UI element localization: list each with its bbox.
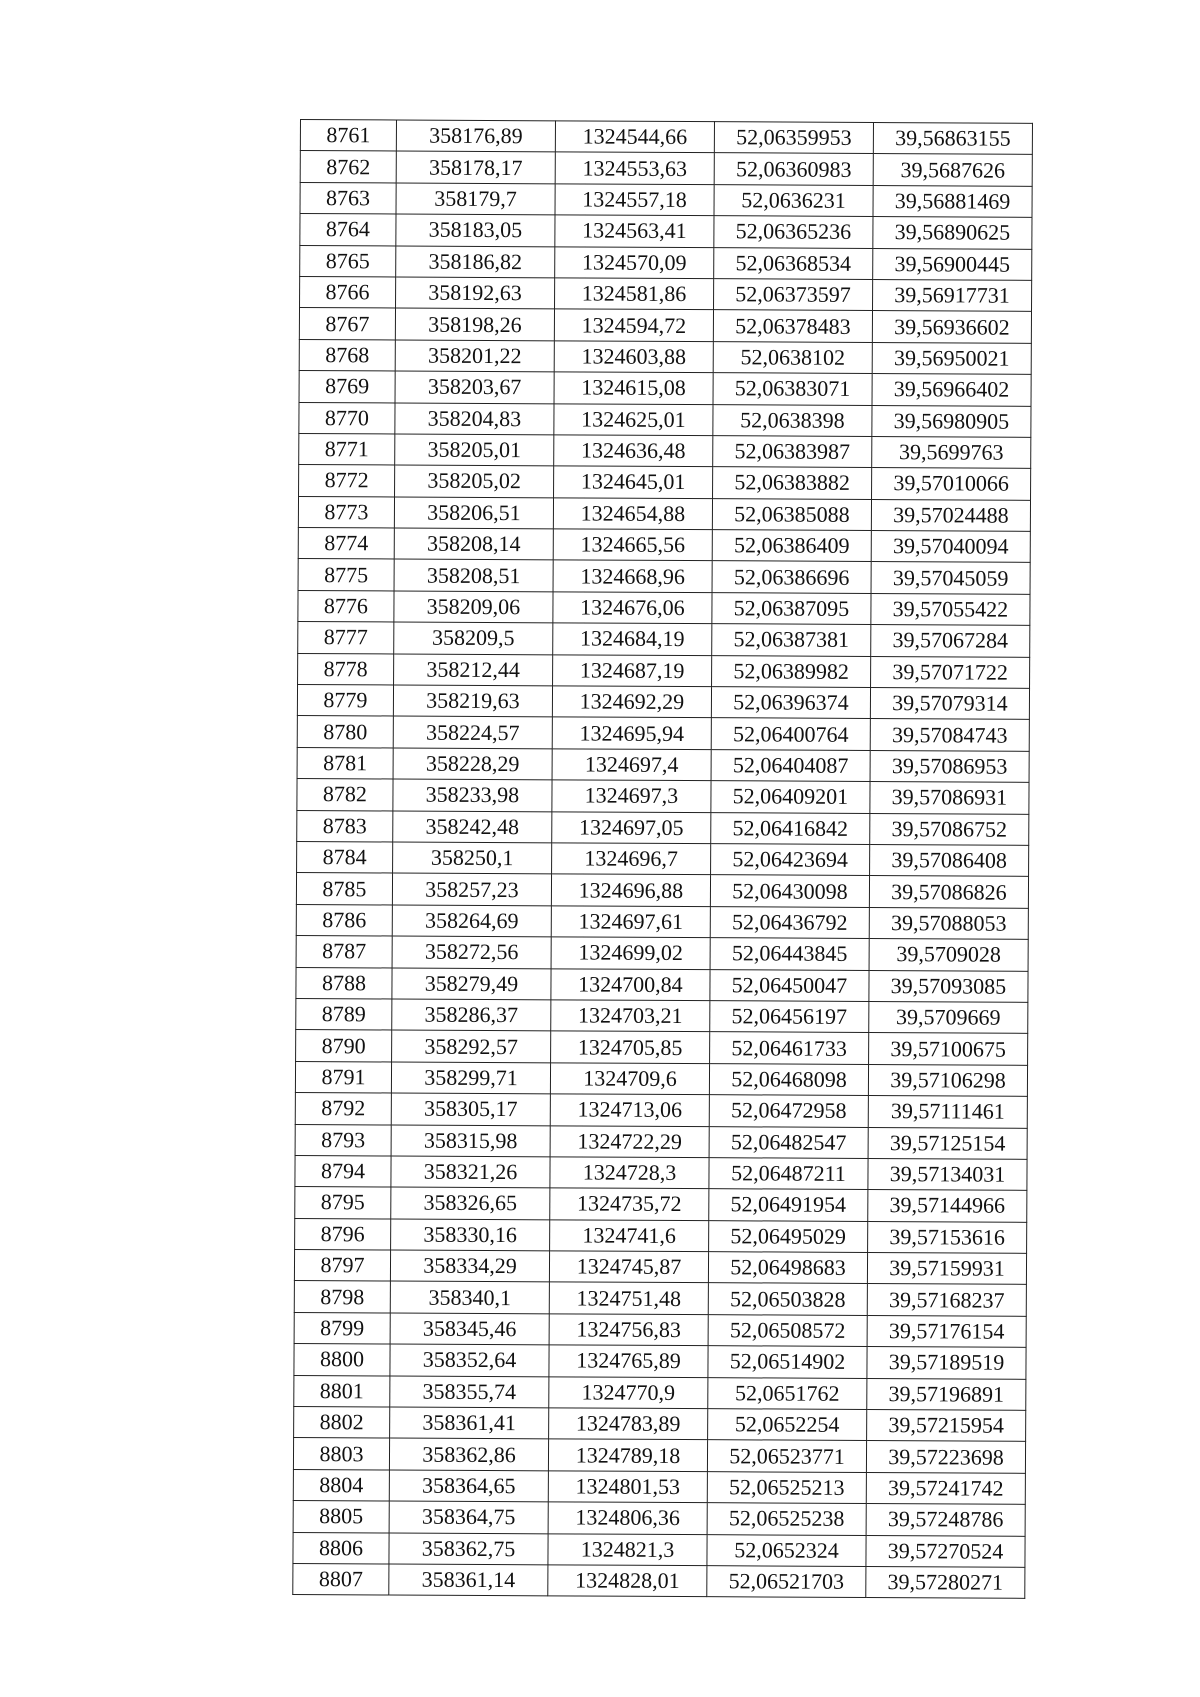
- table-row: [297, 779, 1029, 814]
- table-row: [297, 716, 1029, 751]
- latitude-cell: 52,06373597: [714, 279, 873, 311]
- x-coordinate-cell: 358186,82: [396, 246, 555, 278]
- y-coordinate-cell: 1324563,41: [555, 215, 714, 247]
- latitude-cell: 52,06378483: [713, 310, 872, 342]
- x-coordinate-cell: 358192,63: [396, 277, 555, 309]
- y-coordinate-cell: 1324697,05: [552, 811, 711, 843]
- table-row: [298, 622, 1030, 657]
- longitude-cell: 39,57134031: [868, 1158, 1027, 1190]
- longitude-cell: 39,57079314: [870, 688, 1029, 720]
- y-coordinate-cell: 1324687,19: [553, 654, 712, 686]
- table-row: [294, 1407, 1026, 1442]
- point-number-cell: 8763: [300, 182, 396, 214]
- point-number-cell: 8790: [296, 1030, 392, 1062]
- point-number-cell: 8770: [299, 402, 395, 434]
- longitude-cell: 39,57125154: [868, 1127, 1027, 1159]
- latitude-cell: 52,06456197: [710, 1001, 869, 1033]
- latitude-cell: 52,06491954: [709, 1189, 868, 1221]
- x-coordinate-cell: 358206,51: [394, 497, 553, 529]
- latitude-cell: 52,06396374: [711, 687, 870, 719]
- y-coordinate-cell: 1324544,66: [555, 121, 714, 153]
- table-row: [300, 151, 1032, 186]
- coordinates-table-body: [293, 120, 1033, 1599]
- x-coordinate-cell: 358364,75: [389, 1501, 548, 1533]
- point-number-cell: 8799: [294, 1312, 390, 1344]
- longitude-cell: 39,57168237: [867, 1284, 1026, 1316]
- longitude-cell: 39,57159931: [867, 1253, 1026, 1285]
- x-coordinate-cell: 358279,49: [392, 968, 551, 1000]
- point-number-cell: 8777: [298, 622, 394, 654]
- longitude-cell: 39,57040094: [871, 531, 1030, 563]
- latitude-cell: 52,06482547: [709, 1126, 868, 1158]
- point-number-cell: 8785: [296, 873, 392, 905]
- point-number-cell: 8769: [299, 371, 395, 403]
- table-row: [294, 1344, 1026, 1379]
- longitude-cell: 39,57270524: [866, 1535, 1025, 1567]
- point-number-cell: 8788: [296, 967, 392, 999]
- y-coordinate-cell: 1324676,06: [553, 592, 712, 624]
- longitude-cell: 39,5699763: [872, 436, 1031, 468]
- point-number-cell: 8767: [299, 308, 395, 340]
- point-number-cell: 8772: [299, 465, 395, 497]
- longitude-cell: 39,57106298: [868, 1064, 1027, 1096]
- x-coordinate-cell: 358205,01: [395, 434, 554, 466]
- table-row: [295, 1093, 1027, 1128]
- y-coordinate-cell: 1324735,72: [550, 1188, 709, 1220]
- point-number-cell: 8773: [298, 496, 394, 528]
- longitude-cell: 39,57144966: [868, 1190, 1027, 1222]
- y-coordinate-cell: 1324801,53: [548, 1471, 707, 1503]
- point-number-cell: 8779: [297, 685, 393, 717]
- longitude-cell: 39,57045059: [871, 562, 1030, 594]
- table-row: [298, 590, 1030, 625]
- y-coordinate-cell: 1324636,48: [554, 435, 713, 467]
- latitude-cell: 52,06383071: [713, 373, 872, 405]
- table-row: [299, 465, 1031, 500]
- x-coordinate-cell: 358362,86: [389, 1438, 548, 1470]
- x-coordinate-cell: 358305,17: [391, 1093, 550, 1125]
- y-coordinate-cell: 1324745,87: [549, 1251, 708, 1283]
- x-coordinate-cell: 358204,83: [395, 403, 554, 435]
- y-coordinate-cell: 1324665,56: [553, 529, 712, 561]
- table-row: [300, 182, 1032, 217]
- longitude-cell: 39,56936602: [872, 311, 1031, 343]
- y-coordinate-cell: 1324728,3: [550, 1157, 709, 1189]
- y-coordinate-cell: 1324603,88: [554, 341, 713, 373]
- latitude-cell: 52,06359953: [714, 122, 873, 154]
- y-coordinate-cell: 1324581,86: [555, 278, 714, 310]
- point-number-cell: 8764: [300, 214, 396, 246]
- latitude-cell: 52,0652324: [707, 1534, 866, 1566]
- latitude-cell: 52,06450047: [710, 969, 869, 1001]
- x-coordinate-cell: 358286,37: [392, 999, 551, 1031]
- latitude-cell: 52,06423694: [711, 844, 870, 876]
- x-coordinate-cell: 358176,89: [396, 120, 555, 152]
- y-coordinate-cell: 1324697,4: [552, 749, 711, 781]
- latitude-cell: 52,0638102: [713, 341, 872, 373]
- point-number-cell: 8781: [297, 747, 393, 779]
- x-coordinate-cell: 358334,29: [390, 1250, 549, 1282]
- table-row: [295, 1155, 1027, 1190]
- latitude-cell: 52,06521703: [707, 1566, 866, 1598]
- table-row: [298, 559, 1030, 594]
- x-coordinate-cell: 358224,57: [393, 716, 552, 748]
- longitude-cell: 39,56890625: [873, 217, 1032, 249]
- y-coordinate-cell: 1324594,72: [554, 309, 713, 341]
- point-number-cell: 8771: [299, 433, 395, 465]
- latitude-cell: 52,06495029: [709, 1220, 868, 1252]
- table-row: [300, 214, 1032, 249]
- latitude-cell: 52,06430098: [710, 875, 869, 907]
- latitude-cell: 52,06387095: [712, 593, 871, 625]
- latitude-cell: 52,06400764: [711, 718, 870, 750]
- y-coordinate-cell: 1324770,9: [549, 1376, 708, 1408]
- latitude-cell: 52,06461733: [710, 1032, 869, 1064]
- table-row: [298, 528, 1030, 563]
- table-row: [299, 371, 1031, 406]
- latitude-cell: 52,06523771: [707, 1440, 866, 1472]
- latitude-cell: 52,06487211: [709, 1158, 868, 1190]
- longitude-cell: 39,57084743: [870, 719, 1029, 751]
- table-row: [293, 1469, 1025, 1504]
- table-row: [294, 1312, 1026, 1347]
- longitude-cell: 39,57093085: [869, 970, 1028, 1002]
- longitude-cell: 39,57153616: [868, 1221, 1027, 1253]
- y-coordinate-cell: 1324705,85: [551, 1031, 710, 1063]
- longitude-cell: 39,5709669: [869, 1001, 1028, 1033]
- latitude-cell: 52,06525213: [707, 1471, 866, 1503]
- point-number-cell: 8794: [295, 1155, 391, 1187]
- point-number-cell: 8782: [297, 779, 393, 811]
- longitude-cell: 39,57010066: [872, 468, 1031, 500]
- x-coordinate-cell: 358340,1: [390, 1281, 549, 1313]
- point-number-cell: 8798: [294, 1281, 390, 1313]
- y-coordinate-cell: 1324765,89: [549, 1345, 708, 1377]
- y-coordinate-cell: 1324615,08: [554, 372, 713, 404]
- longitude-cell: 39,57024488: [871, 499, 1030, 531]
- x-coordinate-cell: 358364,65: [389, 1470, 548, 1502]
- point-number-cell: 8784: [297, 841, 393, 873]
- point-number-cell: 8762: [300, 151, 396, 183]
- y-coordinate-cell: 1324645,01: [554, 466, 713, 498]
- x-coordinate-cell: 358362,75: [389, 1533, 548, 1565]
- y-coordinate-cell: 1324696,88: [551, 874, 710, 906]
- x-coordinate-cell: 358299,71: [391, 1062, 550, 1094]
- longitude-cell: 39,56881469: [873, 185, 1032, 217]
- y-coordinate-cell: 1324703,21: [551, 1000, 710, 1032]
- longitude-cell: 39,56980905: [872, 405, 1031, 437]
- y-coordinate-cell: 1324697,61: [551, 906, 710, 938]
- y-coordinate-cell: 1324806,36: [548, 1502, 707, 1534]
- point-number-cell: 8791: [295, 1061, 391, 1093]
- table-row: [296, 1030, 1028, 1065]
- x-coordinate-cell: 358242,48: [393, 811, 552, 843]
- y-coordinate-cell: 1324722,29: [550, 1125, 709, 1157]
- point-number-cell: 8780: [297, 716, 393, 748]
- x-coordinate-cell: 358203,67: [395, 371, 554, 403]
- x-coordinate-cell: 358209,06: [394, 591, 553, 623]
- table-row: [299, 339, 1031, 374]
- x-coordinate-cell: 358330,16: [391, 1219, 550, 1251]
- longitude-cell: 39,56950021: [872, 342, 1031, 374]
- x-coordinate-cell: 358208,51: [394, 559, 553, 591]
- point-number-cell: 8787: [296, 936, 392, 968]
- point-number-cell: 8789: [296, 998, 392, 1030]
- x-coordinate-cell: 358250,1: [393, 842, 552, 874]
- latitude-cell: 52,06385088: [712, 498, 871, 530]
- x-coordinate-cell: 358272,56: [392, 936, 551, 968]
- point-number-cell: 8796: [295, 1218, 391, 1250]
- point-number-cell: 8766: [300, 276, 396, 308]
- x-coordinate-cell: 358321,26: [391, 1156, 550, 1188]
- longitude-cell: 39,57241742: [866, 1472, 1025, 1504]
- longitude-cell: 39,57248786: [866, 1504, 1025, 1536]
- table-row: [296, 936, 1028, 971]
- x-coordinate-cell: 358219,63: [393, 685, 552, 717]
- table-row: [297, 810, 1029, 845]
- table-row: [299, 433, 1031, 468]
- y-coordinate-cell: 1324828,01: [548, 1565, 707, 1597]
- table-row: [294, 1375, 1026, 1410]
- x-coordinate-cell: 358198,26: [395, 308, 554, 340]
- latitude-cell: 52,06404087: [711, 749, 870, 781]
- table-row: [293, 1563, 1025, 1598]
- longitude-cell: 39,57189519: [867, 1347, 1026, 1379]
- longitude-cell: 39,57088053: [869, 907, 1028, 939]
- point-number-cell: 8806: [293, 1532, 389, 1564]
- x-coordinate-cell: 358292,57: [392, 1030, 551, 1062]
- table-row: [296, 873, 1028, 908]
- table-row: [296, 904, 1028, 939]
- point-number-cell: 8768: [299, 339, 395, 371]
- longitude-cell: 39,57086826: [869, 876, 1028, 908]
- x-coordinate-cell: 358352,64: [390, 1344, 549, 1376]
- x-coordinate-cell: 358209,5: [394, 622, 553, 654]
- table-row: [299, 308, 1031, 343]
- latitude-cell: 52,06368534: [714, 247, 873, 279]
- longitude-cell: 39,56966402: [872, 374, 1031, 406]
- table-row: [296, 967, 1028, 1002]
- table-row: [297, 685, 1029, 720]
- latitude-cell: 52,06525238: [707, 1503, 866, 1535]
- latitude-cell: 52,06443845: [710, 938, 869, 970]
- x-coordinate-cell: 358201,22: [395, 340, 554, 372]
- x-coordinate-cell: 358208,14: [394, 528, 553, 560]
- x-coordinate-cell: 358345,46: [390, 1313, 549, 1345]
- table-row: [297, 841, 1029, 876]
- y-coordinate-cell: 1324692,29: [552, 686, 711, 718]
- x-coordinate-cell: 358233,98: [393, 779, 552, 811]
- longitude-cell: 39,57111461: [868, 1096, 1027, 1128]
- point-number-cell: 8807: [293, 1563, 389, 1595]
- latitude-cell: 52,06436792: [710, 906, 869, 938]
- table-row: [300, 276, 1032, 311]
- latitude-cell: 52,06360983: [714, 153, 873, 185]
- point-number-cell: 8775: [298, 559, 394, 591]
- y-coordinate-cell: 1324751,48: [549, 1282, 708, 1314]
- table-row: [296, 998, 1028, 1033]
- table-row: [293, 1532, 1025, 1567]
- table-row: [295, 1124, 1027, 1159]
- table-row: [294, 1281, 1026, 1316]
- x-coordinate-cell: 358361,14: [389, 1564, 548, 1596]
- y-coordinate-cell: 1324709,6: [550, 1063, 709, 1095]
- latitude-cell: 52,06386409: [712, 530, 871, 562]
- longitude-cell: 39,5709028: [869, 939, 1028, 971]
- x-coordinate-cell: 358326,65: [391, 1187, 550, 1219]
- y-coordinate-cell: 1324668,96: [553, 560, 712, 592]
- point-number-cell: 8793: [295, 1124, 391, 1156]
- x-coordinate-cell: 358264,69: [392, 905, 551, 937]
- longitude-cell: 39,57086752: [870, 813, 1029, 845]
- longitude-cell: 39,57067284: [871, 625, 1030, 657]
- point-number-cell: 8792: [295, 1093, 391, 1125]
- point-number-cell: 8803: [293, 1438, 389, 1470]
- longitude-cell: 39,56863155: [873, 123, 1032, 155]
- y-coordinate-cell: 1324625,01: [554, 403, 713, 435]
- x-coordinate-cell: 358179,7: [396, 183, 555, 215]
- longitude-cell: 39,57100675: [869, 1033, 1028, 1065]
- latitude-cell: 52,0652254: [708, 1409, 867, 1441]
- y-coordinate-cell: 1324713,06: [550, 1094, 709, 1126]
- longitude-cell: 39,57196891: [867, 1378, 1026, 1410]
- y-coordinate-cell: 1324789,18: [548, 1439, 707, 1471]
- y-coordinate-cell: 1324700,84: [551, 968, 710, 1000]
- latitude-cell: 52,06386696: [712, 561, 871, 593]
- x-coordinate-cell: 358183,05: [396, 214, 555, 246]
- longitude-cell: 39,57215954: [867, 1410, 1026, 1442]
- point-number-cell: 8797: [294, 1250, 390, 1282]
- longitude-cell: 39,56900445: [873, 248, 1032, 280]
- latitude-cell: 52,06383882: [713, 467, 872, 499]
- latitude-cell: 52,06409201: [711, 781, 870, 813]
- coordinates-table: [292, 119, 1033, 1599]
- latitude-cell: 52,06472958: [709, 1095, 868, 1127]
- table-row: [295, 1218, 1027, 1253]
- longitude-cell: 39,57071722: [871, 656, 1030, 688]
- y-coordinate-cell: 1324741,6: [550, 1219, 709, 1251]
- table-row: [295, 1061, 1027, 1096]
- latitude-cell: 52,06503828: [708, 1283, 867, 1315]
- latitude-cell: 52,06389982: [712, 655, 871, 687]
- y-coordinate-cell: 1324570,09: [555, 246, 714, 278]
- point-number-cell: 8795: [295, 1187, 391, 1219]
- latitude-cell: 52,06383987: [713, 436, 872, 468]
- y-coordinate-cell: 1324699,02: [551, 937, 710, 969]
- table-row: [300, 120, 1032, 155]
- longitude-cell: 39,5687626: [873, 154, 1032, 186]
- table-row: [298, 496, 1030, 531]
- point-number-cell: 8783: [297, 810, 393, 842]
- point-number-cell: 8761: [300, 120, 396, 152]
- x-coordinate-cell: 358228,29: [393, 748, 552, 780]
- longitude-cell: 39,57086953: [870, 750, 1029, 782]
- latitude-cell: 52,0636231: [714, 184, 873, 216]
- y-coordinate-cell: 1324821,3: [548, 1533, 707, 1565]
- point-number-cell: 8776: [298, 590, 394, 622]
- latitude-cell: 52,06416842: [711, 812, 870, 844]
- table-row: [294, 1250, 1026, 1285]
- longitude-cell: 39,57280271: [866, 1566, 1025, 1598]
- y-coordinate-cell: 1324684,19: [553, 623, 712, 655]
- table-row: [293, 1501, 1025, 1536]
- table-row: [298, 653, 1030, 688]
- table-row: [300, 245, 1032, 280]
- latitude-cell: 52,06508572: [708, 1314, 867, 1346]
- longitude-cell: 39,56917731: [873, 279, 1032, 311]
- latitude-cell: 52,06387381: [712, 624, 871, 656]
- point-number-cell: 8800: [294, 1344, 390, 1376]
- latitude-cell: 52,0638398: [713, 404, 872, 436]
- latitude-cell: 52,06498683: [708, 1252, 867, 1284]
- point-number-cell: 8802: [294, 1407, 390, 1439]
- point-number-cell: 8778: [298, 653, 394, 685]
- latitude-cell: 52,06468098: [709, 1063, 868, 1095]
- x-coordinate-cell: 358257,23: [392, 873, 551, 905]
- y-coordinate-cell: 1324695,94: [552, 717, 711, 749]
- latitude-cell: 52,0651762: [708, 1377, 867, 1409]
- x-coordinate-cell: 358205,02: [395, 465, 554, 497]
- longitude-cell: 39,57223698: [866, 1441, 1025, 1473]
- latitude-cell: 52,06365236: [714, 216, 873, 248]
- x-coordinate-cell: 358178,17: [396, 151, 555, 183]
- longitude-cell: 39,57086931: [870, 782, 1029, 814]
- point-number-cell: 8804: [293, 1469, 389, 1501]
- table-row: [299, 402, 1031, 437]
- point-number-cell: 8805: [293, 1501, 389, 1533]
- y-coordinate-cell: 1324553,63: [555, 152, 714, 184]
- point-number-cell: 8774: [298, 528, 394, 560]
- x-coordinate-cell: 358355,74: [390, 1376, 549, 1408]
- y-coordinate-cell: 1324783,89: [549, 1408, 708, 1440]
- y-coordinate-cell: 1324697,3: [552, 780, 711, 812]
- longitude-cell: 39,57086408: [870, 844, 1029, 876]
- longitude-cell: 39,57055422: [871, 593, 1030, 625]
- point-number-cell: 8765: [300, 245, 396, 277]
- x-coordinate-cell: 358361,41: [390, 1407, 549, 1439]
- longitude-cell: 39,57176154: [867, 1315, 1026, 1347]
- y-coordinate-cell: 1324756,83: [549, 1314, 708, 1346]
- point-number-cell: 8786: [296, 904, 392, 936]
- x-coordinate-cell: 358212,44: [394, 654, 553, 686]
- table-row: [293, 1438, 1025, 1473]
- point-number-cell: 8801: [294, 1375, 390, 1407]
- y-coordinate-cell: 1324654,88: [553, 498, 712, 530]
- y-coordinate-cell: 1324696,7: [552, 843, 711, 875]
- latitude-cell: 52,06514902: [708, 1346, 867, 1378]
- table-row: [297, 747, 1029, 782]
- x-coordinate-cell: 358315,98: [391, 1124, 550, 1156]
- y-coordinate-cell: 1324557,18: [555, 184, 714, 216]
- table-row: [295, 1187, 1027, 1222]
